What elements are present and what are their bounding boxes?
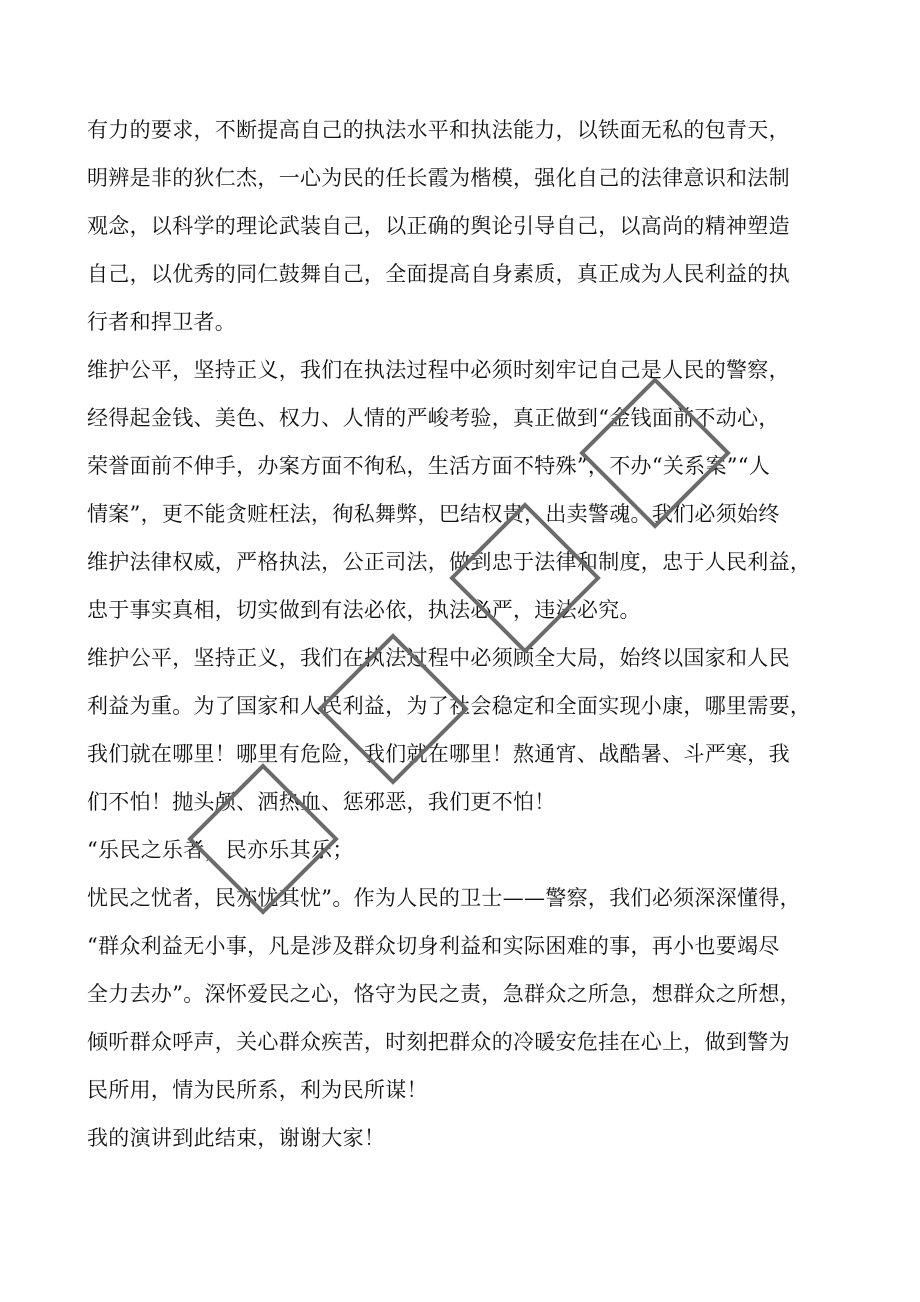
text-line: 自己，以优秀的同仁鼓舞自己，全面提高自身素质，真正成为人民利益的执 xyxy=(87,262,790,286)
text-line: 们不怕！抛头颅、洒热血、惩邪恶，我们更不怕！ xyxy=(87,790,556,814)
text-line: 维护公平，坚持正义，我们在执法过程中必须时刻牢记自己是人民的警察， xyxy=(87,358,790,382)
text-line: 情案”，更不能贪赃枉法，徇私舞弊，巴结权贵，出卖警魂。我们必须始终 xyxy=(87,502,780,526)
text-line: 利益为重。为了国家和人民利益，为了社会稳定和全面实现小康，哪里需要， xyxy=(87,694,812,718)
text-line: 我们就在哪里！哪里有危险，我们就在哪里！熬通宵、战酷暑、斗严寒，我 xyxy=(87,742,790,766)
text-line: 行者和捍卫者。 xyxy=(87,310,237,334)
text-line: 维护公平，坚持正义，我们在执法过程中必须顾全大局，始终以国家和人民 xyxy=(87,646,790,670)
text-line: 忧民之忧者，民亦忧其忧”。作为人民的卫士——警察，我们必须深深懂得， xyxy=(87,886,801,910)
text-line: 明辨是非的狄仁杰，一心为民的任长霞为楷模，强化自己的法律意识和法制 xyxy=(87,166,790,190)
text-line: 我的演讲到此结束，谢谢大家！ xyxy=(87,1126,386,1150)
text-line: 观念，以科学的理论武装自己，以正确的舆论引导自己，以高尚的精神塑造 xyxy=(87,214,790,238)
text-line: 民所用，情为民所系，利为民所谋！ xyxy=(87,1078,428,1102)
text-line: 全力去办”。深怀爱民之心，恪守为民之责，急群众之所急，想群众之所想， xyxy=(87,982,801,1006)
speech-text xyxy=(87,106,827,1162)
text-line: 荣誉面前不伸手，办案方面不徇私，生活方面不特殊”，不办“关系案”“人 xyxy=(87,454,771,478)
text-line: 维护法律权威，严格执法，公正司法，做到忠于法律和制度，忠于人民利益， xyxy=(87,550,812,574)
text-line: “乐民之乐者，民亦乐其乐； xyxy=(87,838,354,862)
text-line: “群众利益无小事，凡是涉及群众切身利益和实际困难的事，再小也要竭尽 xyxy=(87,934,780,958)
text-line: 倾听群众呼声，关心群众疾苦，时刻把群众的冷暖安危挂在心上，做到警为 xyxy=(87,1030,790,1054)
text-line: 忠于事实真相，切实做到有法必依，执法必严，违法必究。 xyxy=(87,598,641,622)
text-line: 经得起金钱、美色、权力、人情的严峻考验，真正做到“金钱面前不动心， xyxy=(87,406,780,430)
text-line: 有力的要求，不断提高自己的执法水平和执法能力，以铁面无私的包青天， xyxy=(87,118,790,142)
